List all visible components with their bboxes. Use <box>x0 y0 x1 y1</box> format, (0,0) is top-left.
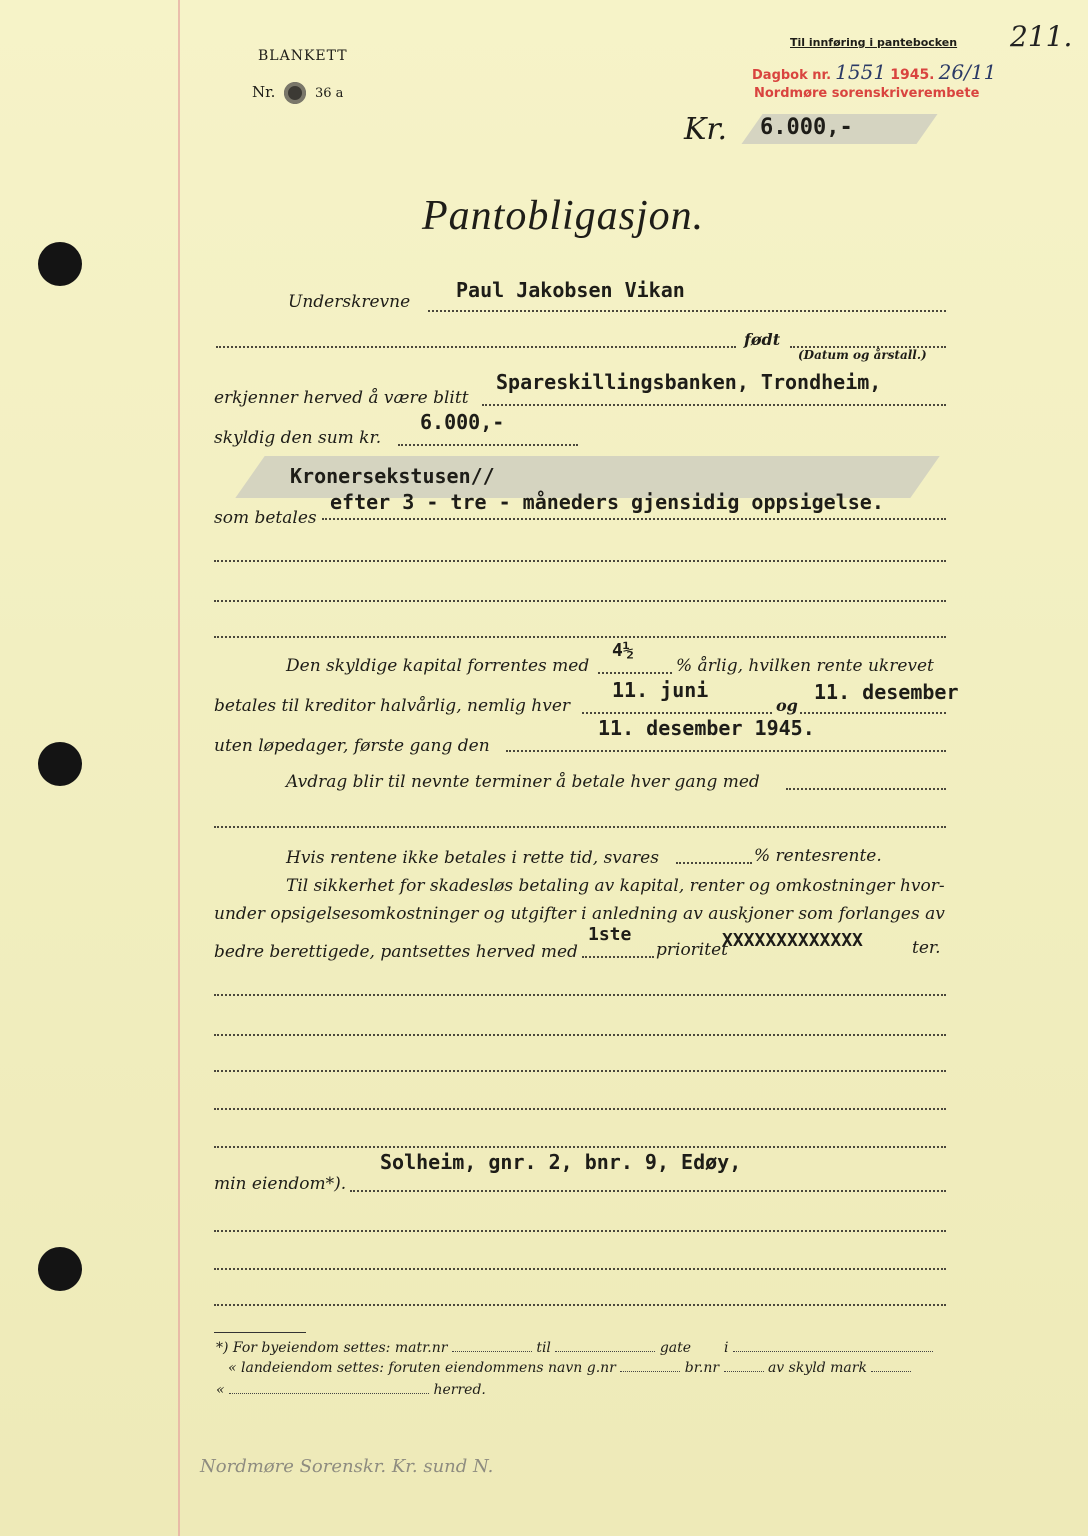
footnote-skyld: av skyld mark <box>767 1360 867 1376</box>
footnote-til: til <box>536 1340 551 1356</box>
dagbok-year: 1945. <box>890 67 935 83</box>
sum-value: 6.000,- <box>420 410 505 434</box>
betales-label: som betales <box>214 508 317 528</box>
first-payment-date: 11. desember 1945. <box>598 716 815 740</box>
footnote-gate: gate <box>659 1340 692 1356</box>
dotted-line <box>322 518 946 520</box>
dotted-line <box>582 712 772 714</box>
dotted-line <box>482 404 946 406</box>
dotted-line <box>214 1070 946 1072</box>
footnote-byeiendom: *) For byeiendom settes: matr.nr <box>216 1340 448 1356</box>
dotted-line <box>214 636 946 638</box>
fodt-label: født <box>744 330 781 349</box>
rentesrente-suffix: % rentesrente. <box>754 846 882 866</box>
page-title: Pantobligasjon. <box>422 193 705 239</box>
punch-hole-top <box>38 242 82 286</box>
dotted-line <box>214 560 946 562</box>
property-description: Solheim, gnr. 2, bnr. 9, Edøy, <box>380 1150 742 1174</box>
dotted-line <box>214 1108 946 1110</box>
dotted-line <box>214 994 946 996</box>
footnote-ditto: « <box>216 1382 225 1398</box>
dotted-line <box>214 1034 946 1036</box>
dotted-line <box>214 1230 946 1232</box>
erkjenner-label: erkjenner herved å være blitt <box>214 388 469 408</box>
dotted-line <box>800 712 946 714</box>
prioritet-label: prioritet <box>656 940 728 960</box>
creditor-name: Spareskillingsbanken, Trondheim, <box>496 370 882 394</box>
halvarlig-label: betales til kreditor halvårlig, nemlig hver <box>214 696 571 716</box>
dagbok-date: 26/11 <box>938 60 997 84</box>
punch-hole-middle <box>38 742 82 786</box>
footnote-line-1 <box>216 1340 933 1356</box>
top-stamp: Til innføring i pantebocken <box>790 36 958 49</box>
dotted-line <box>350 1190 946 1192</box>
blankett-label: BLANKETT <box>258 48 348 64</box>
dotted-line <box>216 346 736 348</box>
footnote-line-2 <box>228 1360 911 1376</box>
security-line-1: Til sikkerhet for skadesløs betaling av kapital, renter og omkostninger hvor- <box>286 876 945 896</box>
footnote-i: i <box>723 1340 729 1356</box>
prioritet-suffix: ter. <box>912 938 941 958</box>
dotted-line <box>506 750 946 752</box>
dotted-line <box>214 600 946 602</box>
lopedager-label: uten løpedager, første gang den <box>214 736 490 756</box>
avdrag-label: Avdrag blir til nevnte terminer å betale hver gang med <box>286 772 760 792</box>
rentesrente-prefix: Hvis rentene ikke betales i rette tid, svares <box>286 848 659 868</box>
payment-terms: efter 3 - tre - måneders gjensidig oppsigelse. <box>330 490 884 514</box>
kr-amount: 6.000,- <box>760 115 853 140</box>
red-margin-line <box>178 0 180 1536</box>
dotted-line <box>582 956 654 958</box>
pantsettes-label: bedre berettigede, pantsettes herved med <box>214 942 578 962</box>
priority-value: 1ste <box>588 924 632 945</box>
footnote-herred: herred. <box>433 1382 486 1398</box>
footnote-landeiendom: « landeiendom settes: foruten eiendommens navn g.nr <box>228 1360 616 1376</box>
dotted-line <box>214 1304 946 1306</box>
dotted-line <box>214 1146 946 1148</box>
undersk-label: Underskrevne <box>288 292 411 312</box>
nr-label: Nr. <box>252 83 276 101</box>
interest-rate: 4½ <box>612 640 634 661</box>
struck-text: XXXXXXXXXXXXX <box>722 930 863 951</box>
footnote-rule <box>214 1332 306 1333</box>
interest-line-prefix: Den skyldige kapital forrentes med <box>286 656 590 676</box>
pencil-note: Nordmøre Sorenskr. Kr. sund N. <box>200 1456 494 1477</box>
sum-words: Kronersekstusen// <box>290 464 495 488</box>
term-date-2: 11. desember <box>814 680 959 704</box>
security-line-2: under opsigelsesomkostninger og utgifter i anledning av auskjoner som forlanges av <box>214 904 945 924</box>
skyldig-label: skyldig den sum kr. <box>214 428 382 448</box>
datum-hint: (Datum og årstall.) <box>798 348 927 362</box>
seal-icon <box>284 82 306 104</box>
page-number: 211. <box>1010 20 1073 53</box>
dagbok-number: 1551 <box>835 60 887 84</box>
term-date-1: 11. juni <box>612 678 709 702</box>
dotted-line <box>428 310 946 312</box>
footnote-brnr: br.nr <box>684 1360 720 1376</box>
kr-label: Kr. <box>684 112 727 147</box>
dagbok-label: Dagbok nr. <box>752 68 832 83</box>
og-label: og <box>776 696 798 715</box>
punch-hole-bottom <box>38 1247 82 1291</box>
office-stamp: Nordmøre sorenskriverembete <box>754 86 980 101</box>
dotted-line <box>214 826 946 828</box>
dotted-line <box>786 788 946 790</box>
dagbok-line <box>752 60 996 84</box>
dotted-line <box>598 672 672 674</box>
footnote-line-3 <box>216 1382 486 1398</box>
form-number <box>252 82 343 104</box>
debtor-name: Paul Jakobsen Vikan <box>456 278 685 302</box>
dotted-line <box>214 1268 946 1270</box>
dotted-line <box>398 444 578 446</box>
dotted-line <box>676 862 752 864</box>
eiendom-label: min eiendom*). <box>214 1174 347 1194</box>
interest-line-suffix: % årlig, hvilken rente ukrevet <box>676 656 934 676</box>
nr-value: 36 a <box>314 86 344 101</box>
